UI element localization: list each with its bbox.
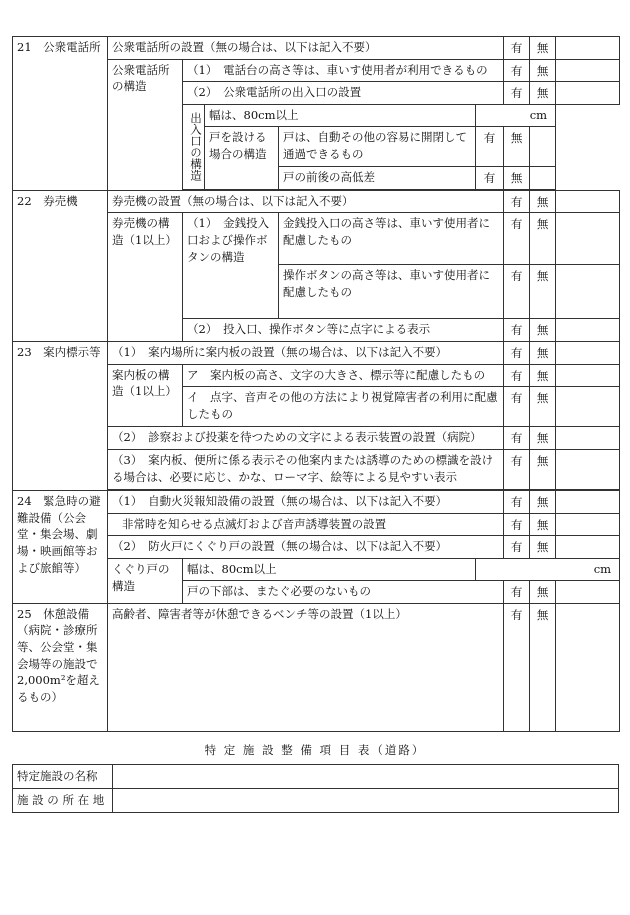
no-cell: 無: [530, 387, 556, 427]
result-cell[interactable]: [556, 450, 620, 490]
s23-a: ア 案内板の高さ、文字の大きさ、標示等に配慮したもの: [183, 364, 504, 387]
yes-cell: 有: [504, 82, 530, 105]
section-22-heading: 22 券売機: [13, 190, 108, 341]
section-25-heading: 25 休憩設備（病院・診療所等、公会堂・集会場等の施設で2,000m²を超えるもの）: [13, 603, 108, 731]
unit-cm: cm: [476, 105, 556, 127]
result-cell[interactable]: [556, 603, 620, 731]
s21-door1: 戸は、自動その他の容易に開閉して通過できるもの: [279, 127, 476, 167]
checklist-table-wrap: [12, 36, 619, 732]
facility-location-field[interactable]: [113, 789, 619, 813]
no-cell: 無: [530, 536, 556, 559]
yes-cell: 有: [504, 59, 530, 82]
yes-cell: 有: [504, 491, 530, 514]
yes-cell: 有: [504, 319, 530, 342]
no-cell: 無: [530, 82, 556, 105]
no-cell: 無: [530, 581, 556, 604]
road-table-title: 特 定 施 設 整 備 項 目 表（道路）: [204, 743, 426, 757]
s24-group: くぐり戸の構造: [108, 559, 183, 604]
unit-cm: cm: [476, 559, 620, 581]
yes-cell: 有: [504, 603, 530, 731]
facility-name-field[interactable]: [113, 765, 619, 789]
result-cell[interactable]: [556, 536, 620, 559]
s24-row2: 非常時を知らせる点滅灯および音声誘導装置の設置: [108, 513, 504, 536]
result-cell[interactable]: [556, 364, 620, 387]
s21-width: 幅は、80cm以上: [205, 105, 476, 127]
s21-item1: （1） 電話台の高さ等は、車いす使用者が利用できるもの: [183, 59, 504, 82]
result-cell[interactable]: [556, 82, 620, 105]
yes-cell: 有: [504, 37, 530, 60]
no-cell: 無: [530, 491, 556, 514]
s22-row1: 券売機の設置（無の場合は、以下は記入不要）: [108, 190, 504, 213]
result-cell[interactable]: [556, 513, 620, 536]
yes-cell: 有: [504, 265, 530, 319]
s24-bottom: 戸の下部は、またぐ必要のないもの: [183, 581, 504, 604]
no-cell: 無: [530, 427, 556, 450]
no-cell: 無: [530, 450, 556, 490]
result-cell[interactable]: [556, 319, 620, 342]
yes-cell: 有: [504, 581, 530, 604]
result-cell[interactable]: [556, 491, 620, 514]
s21-item2: （2） 公衆電話所の出入口の設置: [183, 82, 504, 105]
yes-cell: 有: [504, 213, 530, 265]
no-cell: 無: [530, 342, 556, 365]
s24-row3: （2） 防火戸にくぐり戸の設置（無の場合は、以下は記入不要）: [108, 536, 504, 559]
s25-row1: 高齢者、障害者等が休憩できるベンチ等の設置（1以上）: [108, 603, 504, 731]
no-cell: 無: [530, 603, 556, 731]
facility-location-label: 施 設 の 所 在 地: [13, 789, 113, 813]
s22-group: 券売機の構造（1以上）: [108, 213, 183, 342]
s21-door-group: 戸を設ける場合の構造: [205, 127, 279, 190]
result-cell[interactable]: [556, 213, 620, 265]
no-cell: 無: [530, 37, 556, 60]
no-cell: 無: [530, 59, 556, 82]
result-cell[interactable]: [556, 581, 620, 604]
s23-item2: （2） 診察および投薬を待つための文字による表示装置の設置（病院）: [108, 427, 504, 450]
result-cell[interactable]: [556, 190, 620, 213]
yes-cell: 有: [504, 536, 530, 559]
result-cell[interactable]: [556, 37, 620, 60]
result-cell[interactable]: [556, 427, 620, 450]
s21-group: 公衆電話所の構造: [108, 59, 183, 190]
s22-sub: （1） 金銭投入口および操作ボタンの構造: [183, 213, 279, 319]
s23-b: イ 点字、音声その他の方法により視覚障害者の利用に配慮したもの: [183, 387, 504, 427]
facility-info-wrap: [12, 764, 619, 813]
yes-cell: 有: [476, 127, 504, 167]
no-cell: 無: [530, 265, 556, 319]
result-cell[interactable]: [530, 127, 556, 167]
facility-info-table: [12, 764, 619, 813]
section-24-heading: 24 緊急時の避難設備（公会堂・集会場、劇場・映画館等および旅館等）: [13, 491, 108, 604]
s21-vertical-label: 出入口の構造: [183, 105, 205, 190]
no-cell: 無: [504, 167, 530, 190]
section-21-heading: 21 公衆電話所: [13, 37, 108, 191]
yes-cell: 有: [504, 364, 530, 387]
s23-row1: （1） 案内場所に案内板の設置（無の場合は、以下は記入不要）: [108, 342, 504, 365]
yes-cell: 有: [504, 427, 530, 450]
s21-row1: 公衆電話所の設置（無の場合は、以下は記入不要）: [108, 37, 504, 60]
no-cell: 無: [530, 319, 556, 342]
s22-item2: （2） 投入口、操作ボタン等に点字による表示: [183, 319, 504, 342]
yes-cell: 有: [504, 387, 530, 427]
result-cell[interactable]: [530, 167, 556, 190]
result-cell[interactable]: [556, 265, 620, 319]
result-cell[interactable]: [556, 59, 620, 82]
no-cell: 無: [504, 127, 530, 167]
s22-b: 操作ボタンの高さ等は、車いす使用者に配慮したもの: [279, 265, 504, 319]
yes-cell: 有: [504, 513, 530, 536]
checklist-table: [12, 36, 620, 732]
s21-door2: 戸の前後の高低差: [279, 167, 476, 190]
no-cell: 無: [530, 513, 556, 536]
yes-cell: 有: [476, 167, 504, 190]
no-cell: 無: [530, 190, 556, 213]
yes-cell: 有: [504, 190, 530, 213]
s24-width: 幅は、80cm以上: [183, 559, 476, 581]
s23-group: 案内板の構造（1以上）: [108, 364, 183, 427]
facility-name-label: 特定施設の名称: [13, 765, 113, 789]
result-cell[interactable]: [556, 387, 620, 427]
no-cell: 無: [530, 364, 556, 387]
no-cell: 無: [530, 213, 556, 265]
section-23-heading: 23 案内標示等: [13, 342, 108, 491]
yes-cell: 有: [504, 342, 530, 365]
yes-cell: 有: [504, 450, 530, 490]
s23-item3: （3） 案内板、便所に係る表示その他案内または誘導のための標識を設ける場合は、必要に応じ、かな、ローマ字、絵等による見やすい表示: [108, 450, 504, 490]
result-cell[interactable]: [556, 342, 620, 365]
s24-row1: （1） 自動火災報知設備の設置（無の場合は、以下は記入不要）: [108, 491, 504, 514]
s22-a: 金銭投入口の高さ等は、車いす使用者に配慮したもの: [279, 213, 504, 265]
